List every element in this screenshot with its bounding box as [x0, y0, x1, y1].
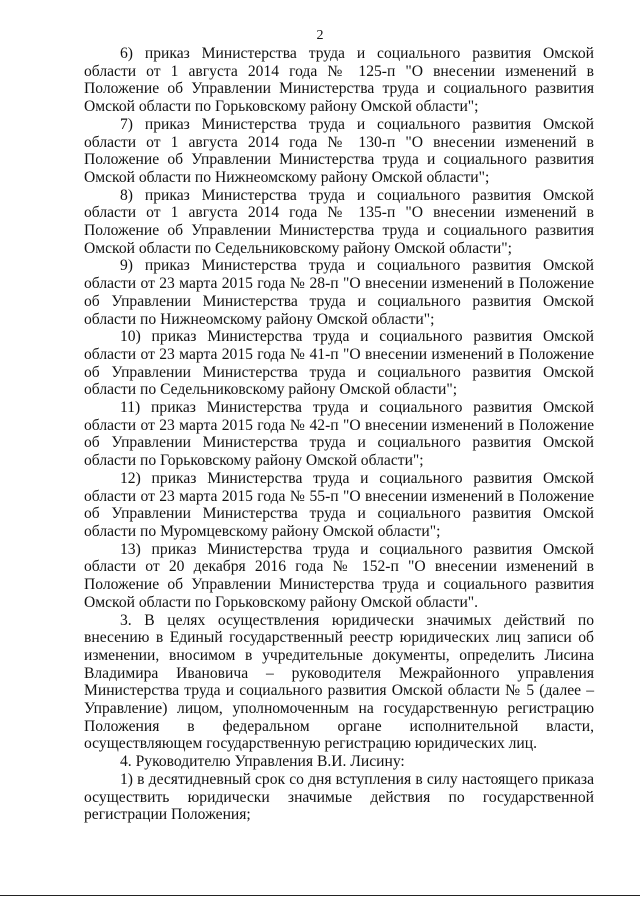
clause-4-item-1: 1) в десятидневный срок со дня вступления в силу настоящего приказа осуществить юридически значимые действия по государственной регистрации Положения;: [84, 770, 594, 824]
list-item-12: 12) приказ Министерства труда и социального развития Омской области от 23 марта 2015 года № 55-п "О внесении изменений в Положение об Управлении Министерства труда и социального развития Омской области по Муромцевскому району Омской области";: [84, 469, 594, 540]
page-number: 2: [316, 28, 324, 43]
document-body: [84, 45, 594, 824]
list-item-13: 13) приказ Министерства труда и социального развития Омской области от 20 декабря 2016 года № 152-п "О внесении изменений в Положение об Управлении Министерства труда и социального развития Омской области по Горьковскому району Омской области".: [84, 540, 594, 611]
list-item-6: 6) приказ Министерства труда и социального развития Омской области от 1 августа 2014 года № 125-п "О внесении изменений в Положение об Управлении Министерства труда и социального развития Омской области по Горьковскому району Омской области";: [84, 45, 594, 116]
list-item-8: 8) приказ Министерства труда и социального развития Омской области от 1 августа 2014 года № 135-п "О внесении изменений в Положение об Управлении Министерства труда и социального развития Омской области по Седельниковскому району Омской области";: [84, 186, 594, 257]
list-item-9: 9) приказ Министерства труда и социального развития Омской области от 23 марта 2015 года № 28-п "О внесении изменений в Положение об Управлении Министерства труда и социального развития Омской области по Нижнеомскому району Омской области";: [84, 257, 594, 328]
list-item-11: 11) приказ Министерства труда и социального развития Омской области от 23 марта 2015 года № 42-п "О внесении изменений в Положение об Управлении Министерства труда и социального развития Омской области по Горьковскому району Омской области";: [84, 399, 594, 470]
list-item-10: 10) приказ Министерства труда и социального развития Омской области от 23 марта 2015 года № 41-п "О внесении изменений в Положение об Управлении Министерства труда и социального развития Омской области по Седельниковскому району Омской области";: [84, 328, 594, 399]
clause-4: 4. Руководителю Управления В.И. Лисину:: [120, 753, 405, 771]
list-item-7: 7) приказ Министерства труда и социального развития Омской области от 1 августа 2014 года № 130-п "О внесении изменений в Положение об Управлении Министерства труда и социального развития Омской области по Нижнеомскому району Омской области";: [84, 115, 594, 186]
scan-edge-line: [0, 895, 640, 896]
clause-3: 3. В целях осуществления юридически значимых действий по внесению в Единый государственный реестр юридических лиц записи об изменении, вносимом в учредительные документы, определить Лисина Владимира Ивановича – руководителя Межрайонного управления Министерства труда и социального развития Омской области № 5 (далее – Управление) лицом, уполномоченным на государственную регистрацию Положения в федеральном органе исполнительной власти, осуществляющем государственную регистрацию юридических лиц.: [84, 611, 594, 753]
